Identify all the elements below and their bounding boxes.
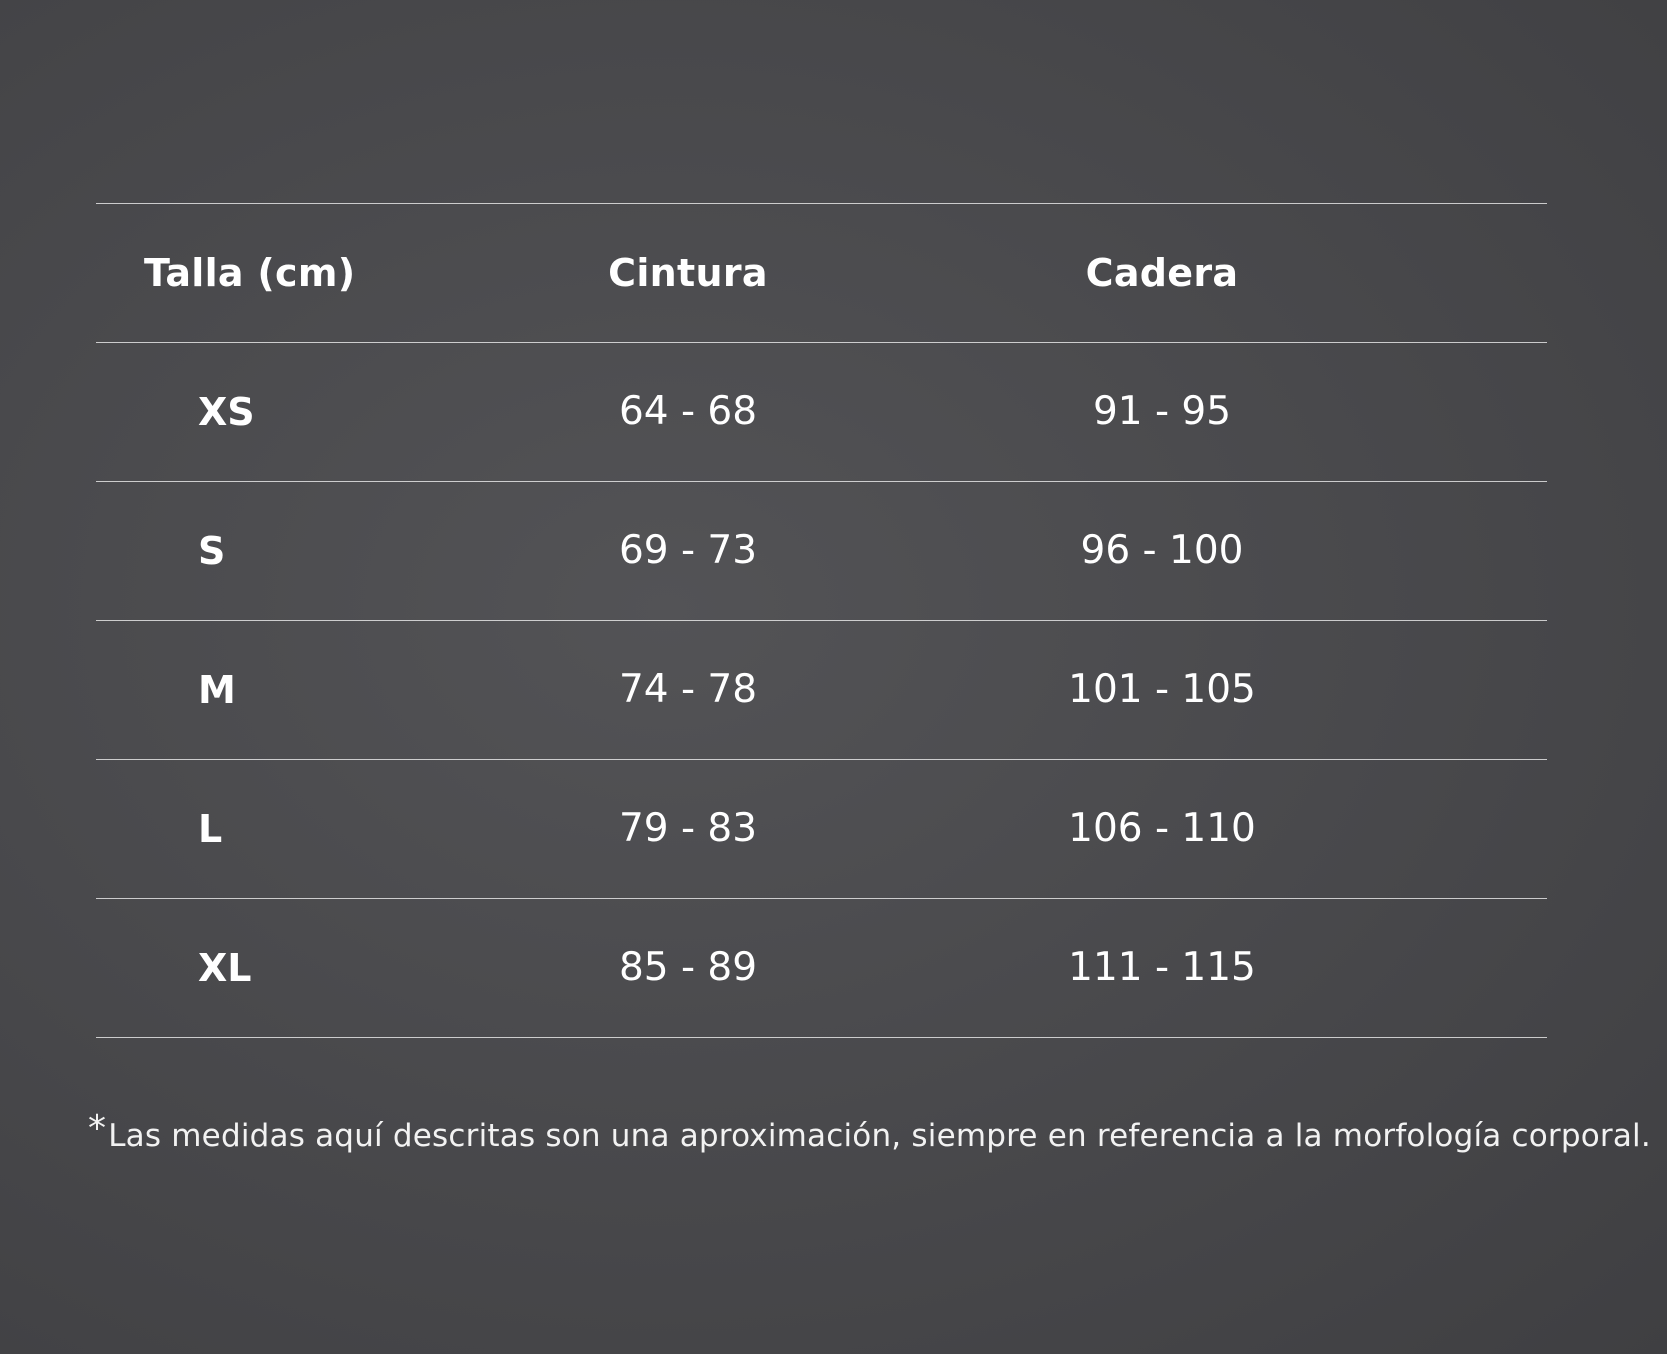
size-label: M — [198, 668, 236, 712]
hip-value: 96 - 100 — [1080, 528, 1244, 573]
table-row — [96, 759, 1547, 898]
size-label: S — [198, 529, 226, 573]
waist-value: 69 - 73 — [618, 528, 758, 573]
footnote — [88, 1108, 1651, 1154]
header-hip: Cadera — [1085, 251, 1239, 295]
size-label: XL — [198, 946, 252, 990]
hip-value: 91 - 95 — [1092, 389, 1232, 434]
footnote-text: Las medidas aquí descritas son una aproximación, siempre en referencia a la morfología corporal. — [108, 1118, 1651, 1154]
waist-value: 64 - 68 — [618, 389, 758, 434]
hip-value: 101 - 105 — [1068, 667, 1256, 712]
header-size: Talla (cm) — [144, 251, 356, 295]
table-row — [96, 620, 1547, 759]
hip-value: 106 - 110 — [1068, 806, 1256, 851]
waist-value: 79 - 83 — [618, 806, 758, 851]
table-header-row — [96, 203, 1547, 342]
size-label: XS — [198, 390, 255, 434]
size-label: L — [198, 807, 223, 851]
table-row — [96, 898, 1547, 1038]
footnote-marker: * — [88, 1108, 107, 1149]
waist-value: 74 - 78 — [618, 667, 758, 712]
waist-value: 85 - 89 — [618, 945, 758, 990]
header-waist: Cintura — [608, 251, 768, 295]
size-chart-table — [96, 203, 1547, 1038]
table-row — [96, 481, 1547, 620]
table-row — [96, 342, 1547, 481]
hip-value: 111 - 115 — [1068, 945, 1256, 990]
